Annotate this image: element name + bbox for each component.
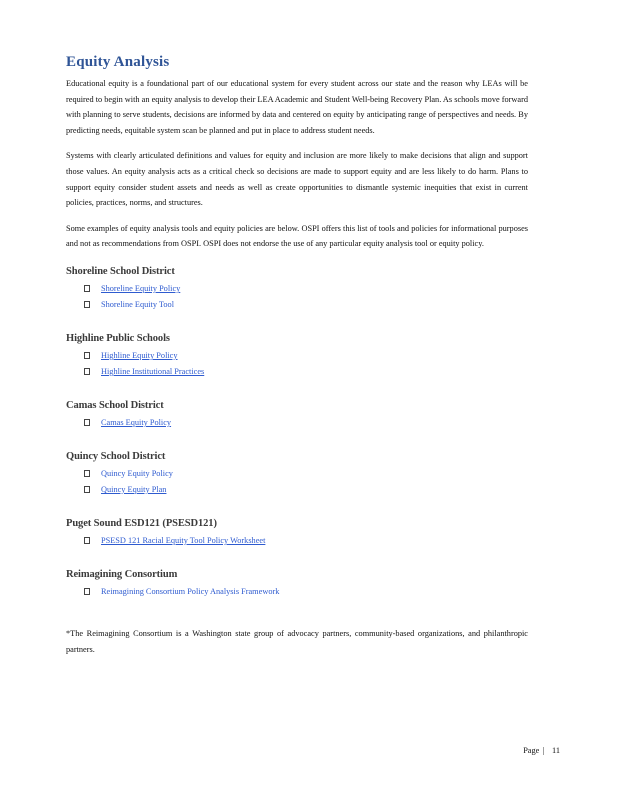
list-item xyxy=(84,533,528,549)
bullet-icon xyxy=(84,470,90,477)
link-highline-institutional-practices[interactable]: Highline Institutional Practices xyxy=(101,366,205,376)
page-number: 11 xyxy=(552,746,560,755)
page-title: Equity Analysis xyxy=(66,54,170,70)
link-list-camas xyxy=(66,415,528,431)
list-item xyxy=(84,415,528,431)
link-list-shoreline xyxy=(66,281,528,313)
list-item xyxy=(84,466,528,482)
bullet-icon xyxy=(84,537,90,544)
link-list-reimagining xyxy=(66,584,528,600)
list-item xyxy=(84,584,528,600)
page-label: Page xyxy=(523,746,540,755)
paragraph-intro: Educational equity is a foundational part of our educational system for every student across our state and the reason why LEAs will be required to begin with an equity analysis to develop their LEA Academic and Student Well-being Recovery Plan. As schools move forward with planning to serve students, decisions are informed by data and centered on equity by anticipating range of perspectives and needs. By predicting needs, equitable system scan be planned and put in place to address student needs. xyxy=(66,79,528,135)
district-heading-shoreline: Shoreline School District xyxy=(66,265,175,277)
bullet-icon xyxy=(84,301,90,308)
list-item xyxy=(84,297,528,313)
link-list-psesd xyxy=(66,533,528,549)
link-shoreline-equity-policy[interactable]: Shoreline Equity Policy xyxy=(101,283,181,293)
district-heading-psesd: Puget Sound ESD121 (PSESD121) xyxy=(66,517,217,529)
link-shoreline-equity-tool[interactable]: Shoreline Equity Tool xyxy=(101,299,175,309)
list-item xyxy=(84,281,528,297)
document-page xyxy=(66,54,528,665)
bullet-icon xyxy=(84,352,90,359)
bullet-icon xyxy=(84,588,90,595)
link-camas-equity-policy[interactable]: Camas Equity Policy xyxy=(101,417,172,427)
link-quincy-equity-plan[interactable]: Quincy Equity Plan xyxy=(101,484,167,494)
list-item xyxy=(84,348,528,364)
link-list-highline xyxy=(66,348,528,380)
page-footer xyxy=(480,746,560,755)
list-item xyxy=(84,364,528,380)
footnote: *The Reimagining Consortium is a Washington state group of advocacy partners, community-based organizations, and philanthropic partners. xyxy=(66,628,528,654)
link-list-quincy xyxy=(66,466,528,498)
link-quincy-equity-policy[interactable]: Quincy Equity Policy xyxy=(101,468,173,478)
bullet-icon xyxy=(84,368,90,375)
bullet-icon xyxy=(84,285,90,292)
district-heading-quincy: Quincy School District xyxy=(66,450,166,462)
bullet-icon xyxy=(84,486,90,493)
list-item xyxy=(84,482,528,498)
page-separator: | xyxy=(542,746,544,755)
link-highline-equity-policy[interactable]: Highline Equity Policy xyxy=(101,350,178,360)
paragraph-examples: Some examples of equity analysis tools and equity policies are below. OSPI offers this list of tools and policies for informational purposes and not as recommendations from OSPI. OSPI does not endorse the use of any particular equity analysis tool or equity policy. xyxy=(66,223,528,249)
link-psesd-worksheet[interactable]: PSESD 121 Racial Equity Tool Policy Worksheet xyxy=(101,535,266,545)
bullet-icon xyxy=(84,419,90,426)
link-reimagining-framework[interactable]: Reimagining Consortium Policy Analysis Framework xyxy=(101,586,280,596)
district-heading-reimagining: Reimagining Consortium xyxy=(66,568,178,580)
district-heading-camas: Camas School District xyxy=(66,399,164,411)
district-heading-highline: Highline Public Schools xyxy=(66,332,170,344)
paragraph-systems: Systems with clearly articulated definitions and values for equity and inclusion are more likely to make decisions that align and support those values. An equity analysis acts as a critical check so decisions are made to support equity and are less likely to do harm. Plans to support equity consider student assets and needs as well as create opportunities to dismantle systemic inequities that exist in current policies, practices, norms, and structures. xyxy=(66,151,528,208)
